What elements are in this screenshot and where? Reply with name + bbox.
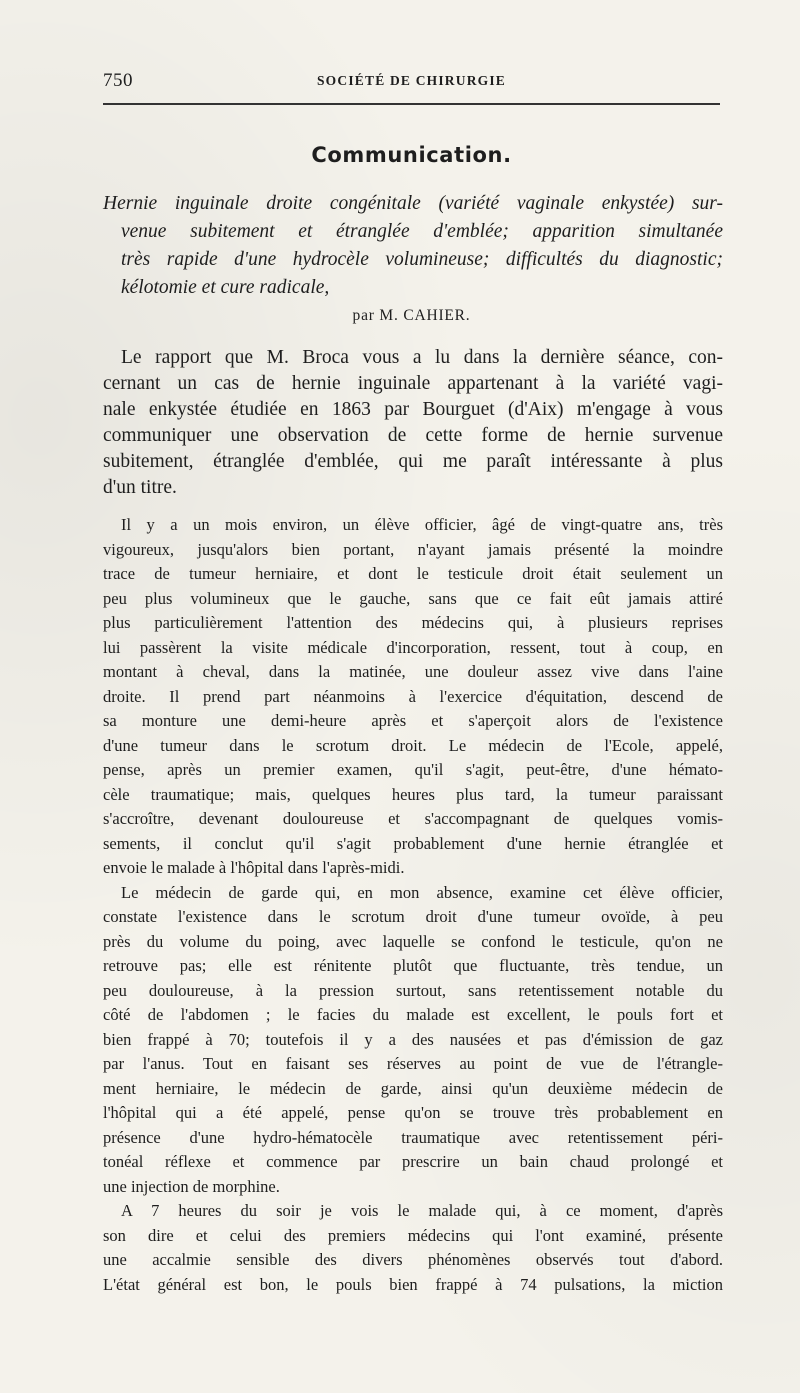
body-line: peu douloureuse, à la pression surtout, sans retentissement notable du xyxy=(103,980,723,1000)
body-line: plus particulièrement l'attention des médecins qui, à plusieurs reprises xyxy=(103,613,723,632)
article-title-line: très rapide d'une hydrocèle volumineuse; difficultés du diagnostic; xyxy=(121,249,723,270)
article-title-line: kélotomie et cure radicale, xyxy=(121,277,330,298)
running-title: SOCIÉTÉ DE CHIRURGIE xyxy=(316,73,507,88)
body-line: Il y a un mois environ, un élève officier, âgé de vingt-quatre ans, très xyxy=(121,515,723,534)
body-line: tonéal réflexe et commence par prescrire un bain chaud prolongé et xyxy=(103,1152,723,1171)
body-line: droite. Il prend part néanmoins à l'exercice d'équitation, descend de xyxy=(103,686,723,706)
intro-line: nale enkystée étudiée en 1863 par Bourguet (d'Aix) m'engage à vous xyxy=(103,399,723,420)
article-title-line: Hernie inguinale droite congénitale (variété vaginale enkystée) sur- xyxy=(103,193,723,214)
body-line: près du volume du poing, avec laquelle se confond le testicule, qu'on ne xyxy=(103,931,723,951)
body-line: vigoureux, jusqu'alors bien portant, n'ayant jamais présenté la moindre xyxy=(103,539,723,559)
body-line: envoie le malade à l'hôpital dans l'après-midi. xyxy=(103,858,405,877)
article-title xyxy=(103,190,723,302)
header-rule xyxy=(103,103,720,105)
body-line: ment herniaire, le médecin de garde, ainsi qu'un deuxième médecin de xyxy=(103,1078,723,1098)
running-head xyxy=(103,70,720,96)
body-line: une accalmie sensible des divers phénomènes observés tout d'abord. xyxy=(103,1250,723,1269)
body-line: sements, il conclut qu'il s'agit probablement d'une hernie étranglée et xyxy=(103,833,723,853)
body-line: côté de l'abdomen ; le facies du malade est excellent, le pouls fort et xyxy=(103,1005,723,1024)
body-text xyxy=(103,513,723,1297)
intro-line: communiquer une observation de cette forme de hernie survenue xyxy=(103,425,723,446)
body-line: bien frappé à 70; toutefois il y a des nausées et pas d'émission de gaz xyxy=(103,1029,723,1049)
intro-paragraph xyxy=(103,345,723,501)
body-line: montant à cheval, dans la matinée, une douleur assez vive dans l'aine xyxy=(103,662,723,681)
body-line: pense, après un premier examen, qu'il s'agit, peut-être, d'une hémato- xyxy=(103,760,723,779)
body-line: peu plus volumineux que le gauche, sans que ce fait eût jamais attiré xyxy=(103,588,723,608)
body-line: L'état général est bon, le pouls bien frappé à 74 pulsations, la miction xyxy=(103,1274,723,1294)
body-line: constate l'existence dans le scrotum droit d'une tumeur ovoïde, à peu xyxy=(103,907,723,926)
intro-line: d'un titre. xyxy=(103,477,177,498)
body-line: A 7 heures du soir je vois le malade qui, à ce moment, d'après xyxy=(121,1201,723,1220)
body-line: s'accroître, devenant douloureuse et s'accompagnant de quelques vomis- xyxy=(103,809,723,828)
body-line: sa monture une demi-heure après et s'aperçoit alors de l'existence xyxy=(103,711,723,730)
body-line: son dire et celui des premiers médecins qui l'ont examiné, présente xyxy=(103,1225,723,1245)
body-line: retrouve pas; elle est rénitente plutôt que fluctuante, très tendue, un xyxy=(103,956,723,975)
intro-line: Le rapport que M. Broca vous a lu dans la dernière séance, con- xyxy=(121,347,723,368)
article-title-line: venue subitement et étranglée d'emblée; apparition simultanée xyxy=(121,221,723,242)
page-number: 750 xyxy=(103,70,133,91)
body-line: trace de tumeur herniaire, et dont le testicule droit était seulement un xyxy=(103,564,723,583)
author-byline: par M. CAHIER. xyxy=(352,307,471,324)
body-line: cèle traumatique; mais, quelques heures plus tard, la tumeur paraissant xyxy=(103,784,723,804)
body-line: Le médecin de garde qui, en mon absence, examine cet élève officier, xyxy=(121,882,723,902)
body-line: par l'anus. Tout en faisant ses réserves au point de vue de l'étrangle- xyxy=(103,1054,723,1073)
section-title: Communication. xyxy=(311,143,512,167)
intro-line: cernant un cas de hernie inguinale appartenant à la variété vagi- xyxy=(103,373,723,394)
body-line: l'hôpital qui a été appelé, pense qu'on se trouve très probablement en xyxy=(103,1103,723,1122)
body-line: lui passèrent la visite médicale d'incorporation, ressent, tout à coup, en xyxy=(103,637,723,657)
intro-line: subitement, étranglée d'emblée, qui me paraît intéressante à plus xyxy=(103,451,723,472)
body-line: présence d'une hydro-hématocèle traumatique avec retentissement péri- xyxy=(103,1127,723,1147)
body-line: une injection de morphine. xyxy=(103,1176,280,1196)
body-line: d'une tumeur dans le scrotum droit. Le médecin de l'Ecole, appelé, xyxy=(103,735,723,755)
